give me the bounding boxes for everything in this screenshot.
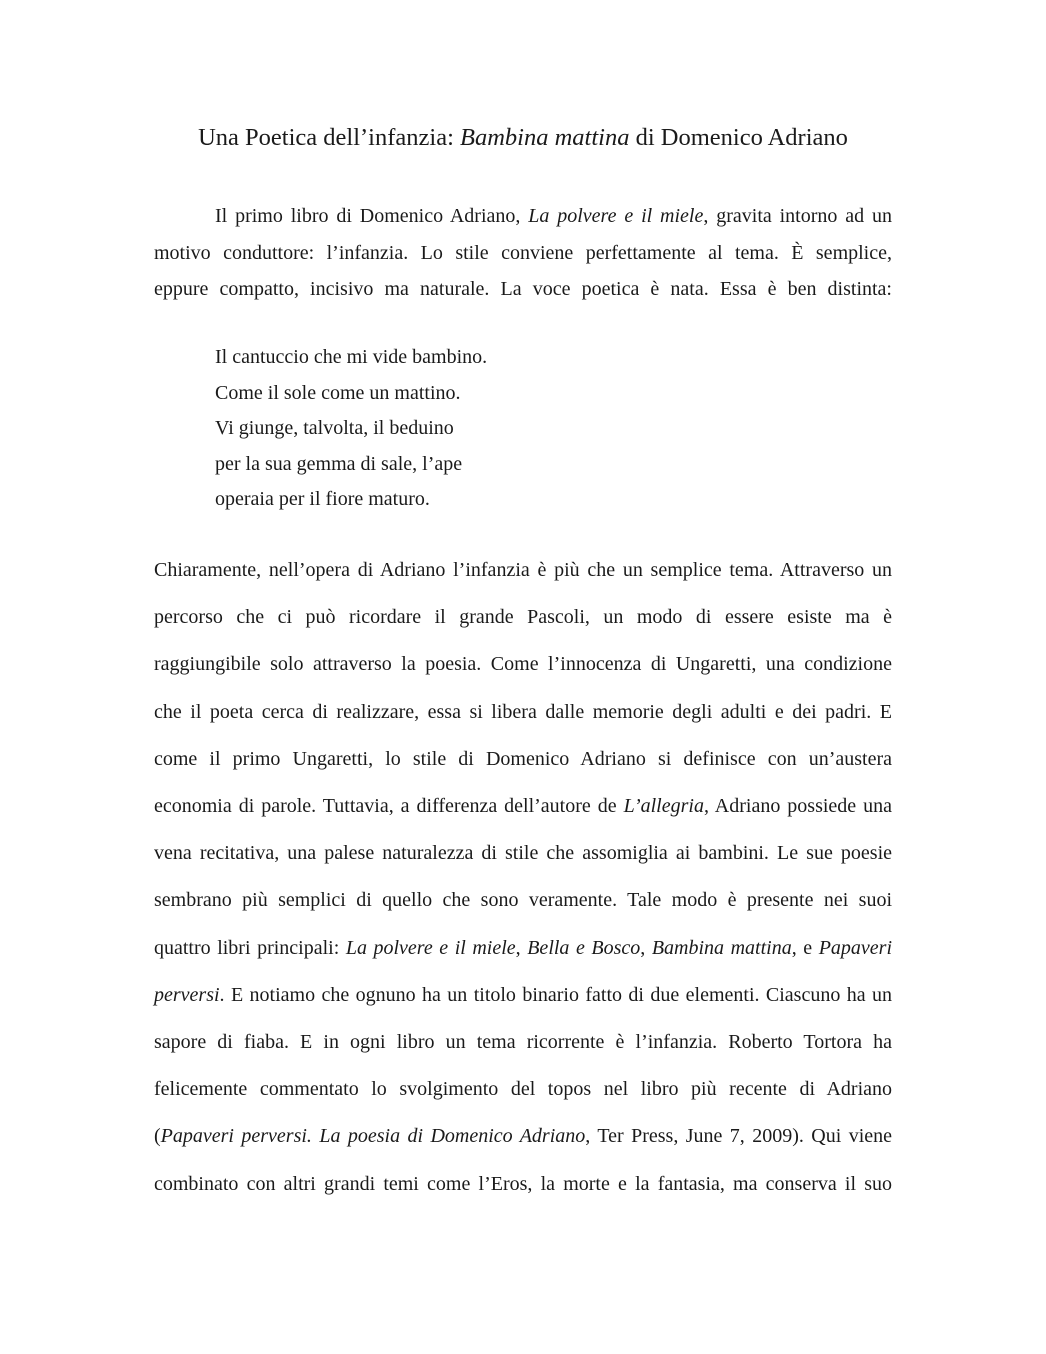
body-line-8: sembrano più semplici di quello che sono veramente. Tale modo è presente nei suoi [154,889,892,912]
poem-quote [215,340,487,518]
intro-line-1: Il primo libro di Domenico Adriano, La polvere e il miele, gravita intorno ad un [215,205,892,227]
body-line-14: combinato con altri grandi temi come l’Eros, la morte e la fantasia, ma conserva il suo [154,1172,892,1195]
body-line-12: felicemente commentato lo svolgimento del topos nel libro più recente di Adriano [154,1078,892,1101]
poem-line: Come il sole come un mattino. [215,381,461,404]
poem-line: Il cantuccio che mi vide bambino. [215,346,488,368]
intro-line-2: motivo conduttore: l’infanzia. Lo stile conviene perfettamente al tema. È semplice, [154,241,892,264]
poem-line: per la sua gemma di sale, l’ape [215,452,463,475]
body-line-7: vena recitativa, una palese naturalezza di stile che assomiglia ai bambini. Le sue poesie [154,842,892,865]
body-line-10: perversi. E notiamo che ognuno ha un titolo binario fatto di due elementi. Ciascuno ha un [154,983,892,1006]
body-line-4: che il poeta cerca di realizzare, essa si libera dalle memorie degli adulti e dei padri. E [154,700,892,723]
poem-line: operaia per il fiore maturo. [215,488,430,510]
body-line-13: (Papaveri perversi. La poesia di Domenico Adriano, Ter Press, June 7, 2009). Qui viene [154,1125,893,1148]
intro-paragraph [154,198,892,308]
title-italic-work: Bambina mattina [460,124,630,151]
body-paragraph [154,547,892,1208]
body-line-9: quattro libri principali: La polvere e il miele, Bella e Bosco, Bambina mattina, e Papaveri [154,936,892,959]
body-line-3: raggiungibile solo attraverso la poesia. Come l’innocenza di Ungaretti, una condizione [154,653,892,676]
poem-line: Vi giunge, talvolta, il beduino [215,417,454,439]
page-title: Una Poetica dell’infanzia: Bambina mattina di Domenico Adriano [198,124,848,151]
body-line-11: sapore di fiaba. E in ogni libro un tema ricorrente è l’infanzia. Roberto Tortora ha [154,1031,892,1054]
body-line-2: percorso che ci può ricordare il grande Pascoli, un modo di essere esiste ma è [154,606,892,629]
body-line-5: come il primo Ungaretti, lo stile di Domenico Adriano si definisce con un’austera [154,747,892,770]
body-line-6: economia di parole. Tuttavia, a differenza dell’autore de L’allegria, Adriano possiede una [154,795,893,818]
body-line-1: Chiaramente, nell’opera di Adriano l’infanzia è più che un semplice tema. Attraverso un [154,559,892,581]
intro-line-3: eppure compatto, incisivo ma naturale. La voce poetica è nata. Essa è ben distinta: [154,278,892,300]
